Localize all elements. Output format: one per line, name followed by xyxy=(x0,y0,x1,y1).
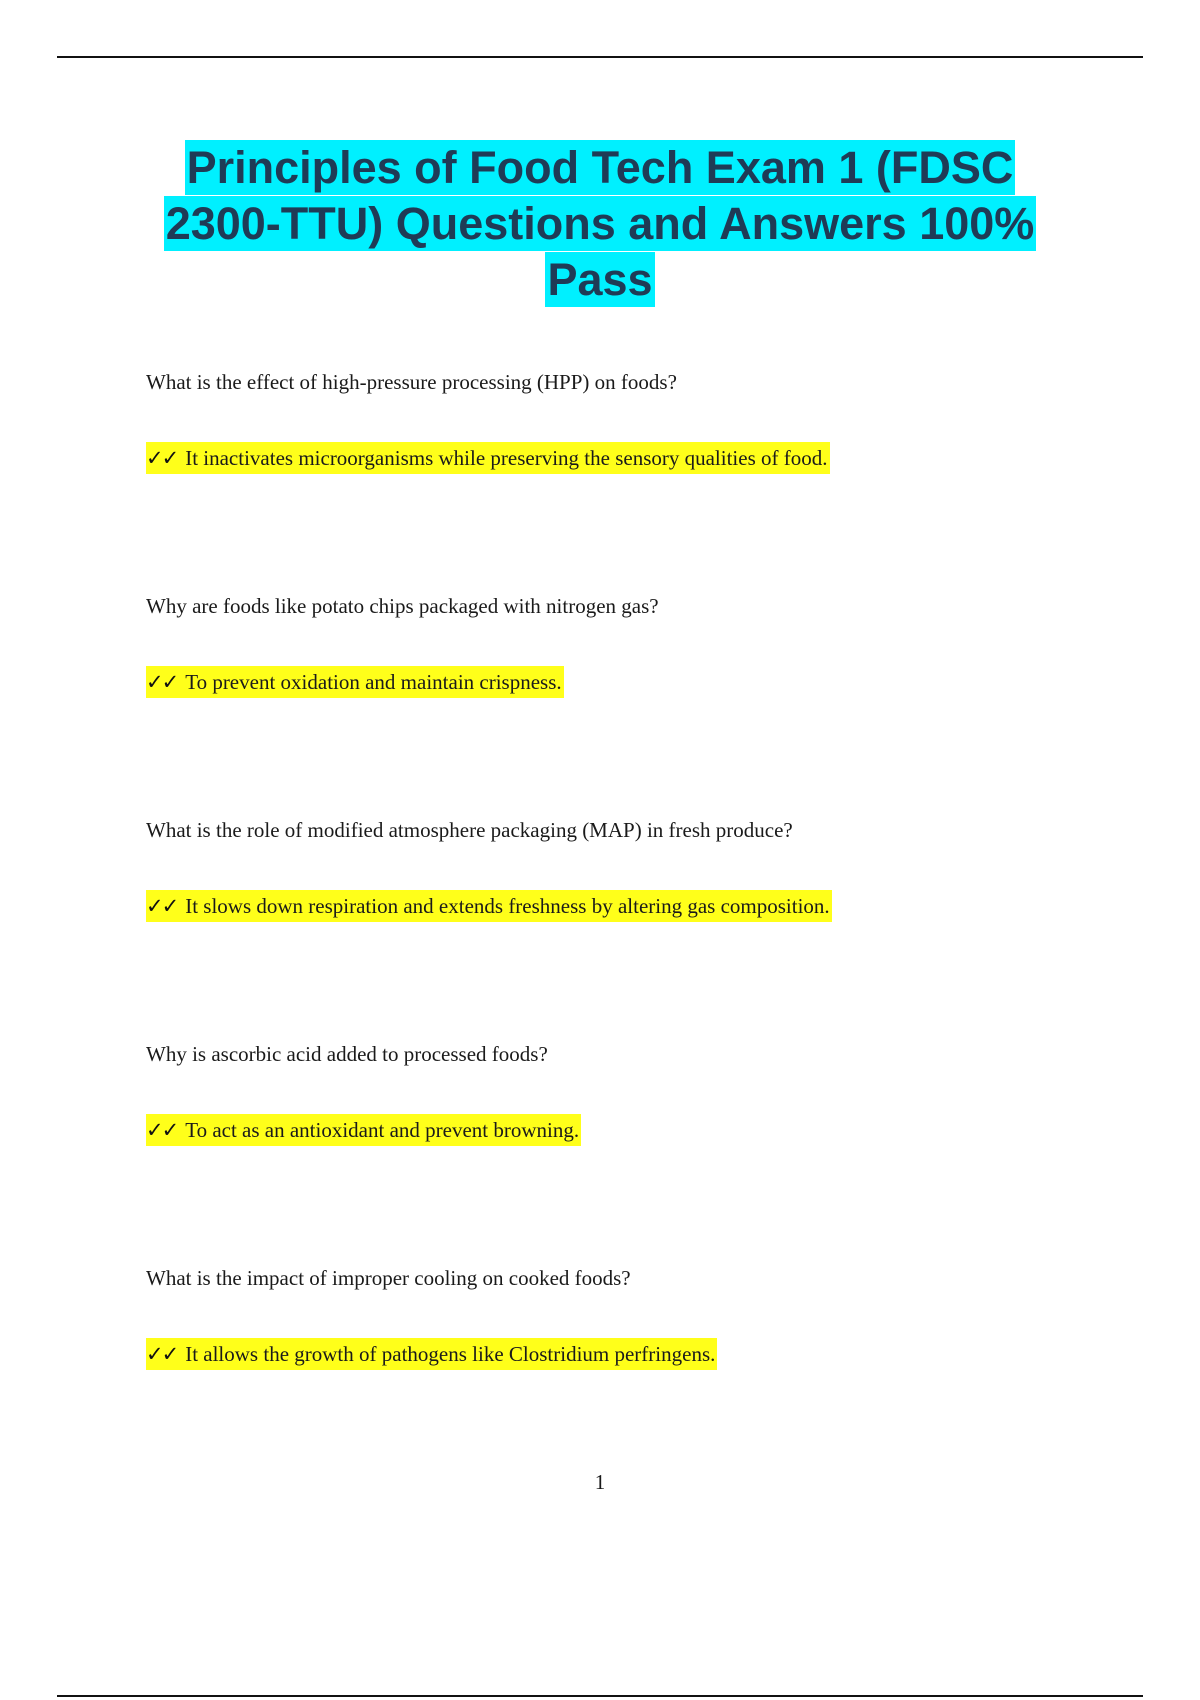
qa-item xyxy=(146,1040,1106,1144)
answer-text: To prevent oxidation and maintain crispness. xyxy=(185,670,562,694)
check-icon: ✓✓ xyxy=(146,894,178,918)
answer-text: It allows the growth of pathogens like Clostridium perfringens. xyxy=(185,1342,716,1366)
answer-line xyxy=(146,668,1106,696)
qa-item xyxy=(146,368,1106,472)
qa-item xyxy=(146,1264,1106,1368)
answer-highlight xyxy=(146,666,564,698)
question-text: Why is ascorbic acid added to processed foods? xyxy=(146,1042,548,1066)
page-number: 1 xyxy=(594,1470,606,1494)
title-line-2: 2300-TTU) Questions and Answers 100% xyxy=(165,198,1035,249)
answer-line xyxy=(146,892,1106,920)
question-text: Why are foods like potato chips packaged with nitrogen gas? xyxy=(146,594,659,618)
answer-highlight xyxy=(146,1114,581,1146)
check-icon: ✓✓ xyxy=(146,1342,178,1366)
check-icon: ✓✓ xyxy=(146,1118,178,1142)
answer-text: It inactivates microorganisms while preserving the sensory qualities of food. xyxy=(185,446,828,470)
question-text: What is the impact of improper cooling on cooked foods? xyxy=(146,1266,631,1290)
answer-line xyxy=(146,1116,1106,1144)
qa-item xyxy=(146,592,1106,696)
document-title xyxy=(100,140,1100,308)
check-icon: ✓✓ xyxy=(146,446,178,470)
question-text: What is the role of modified atmosphere packaging (MAP) in fresh produce? xyxy=(146,818,793,842)
answer-text: To act as an antioxidant and prevent browning. xyxy=(185,1118,580,1142)
answer-highlight xyxy=(146,1338,717,1370)
answer-highlight xyxy=(146,442,830,474)
answer-text: It slows down respiration and extends freshness by altering gas composition. xyxy=(185,894,830,918)
qa-item xyxy=(146,816,1106,920)
footer-rule xyxy=(57,1695,1143,1697)
title-line-3: Pass xyxy=(547,254,653,305)
answer-line xyxy=(146,1340,1106,1368)
title-line-1: Principles of Food Tech Exam 1 (FDSC xyxy=(186,142,1014,193)
header-rule xyxy=(57,56,1143,58)
answer-highlight xyxy=(146,890,832,922)
answer-line xyxy=(146,444,1106,472)
check-icon: ✓✓ xyxy=(146,670,178,694)
question-text: What is the effect of high-pressure processing (HPP) on foods? xyxy=(146,370,677,394)
